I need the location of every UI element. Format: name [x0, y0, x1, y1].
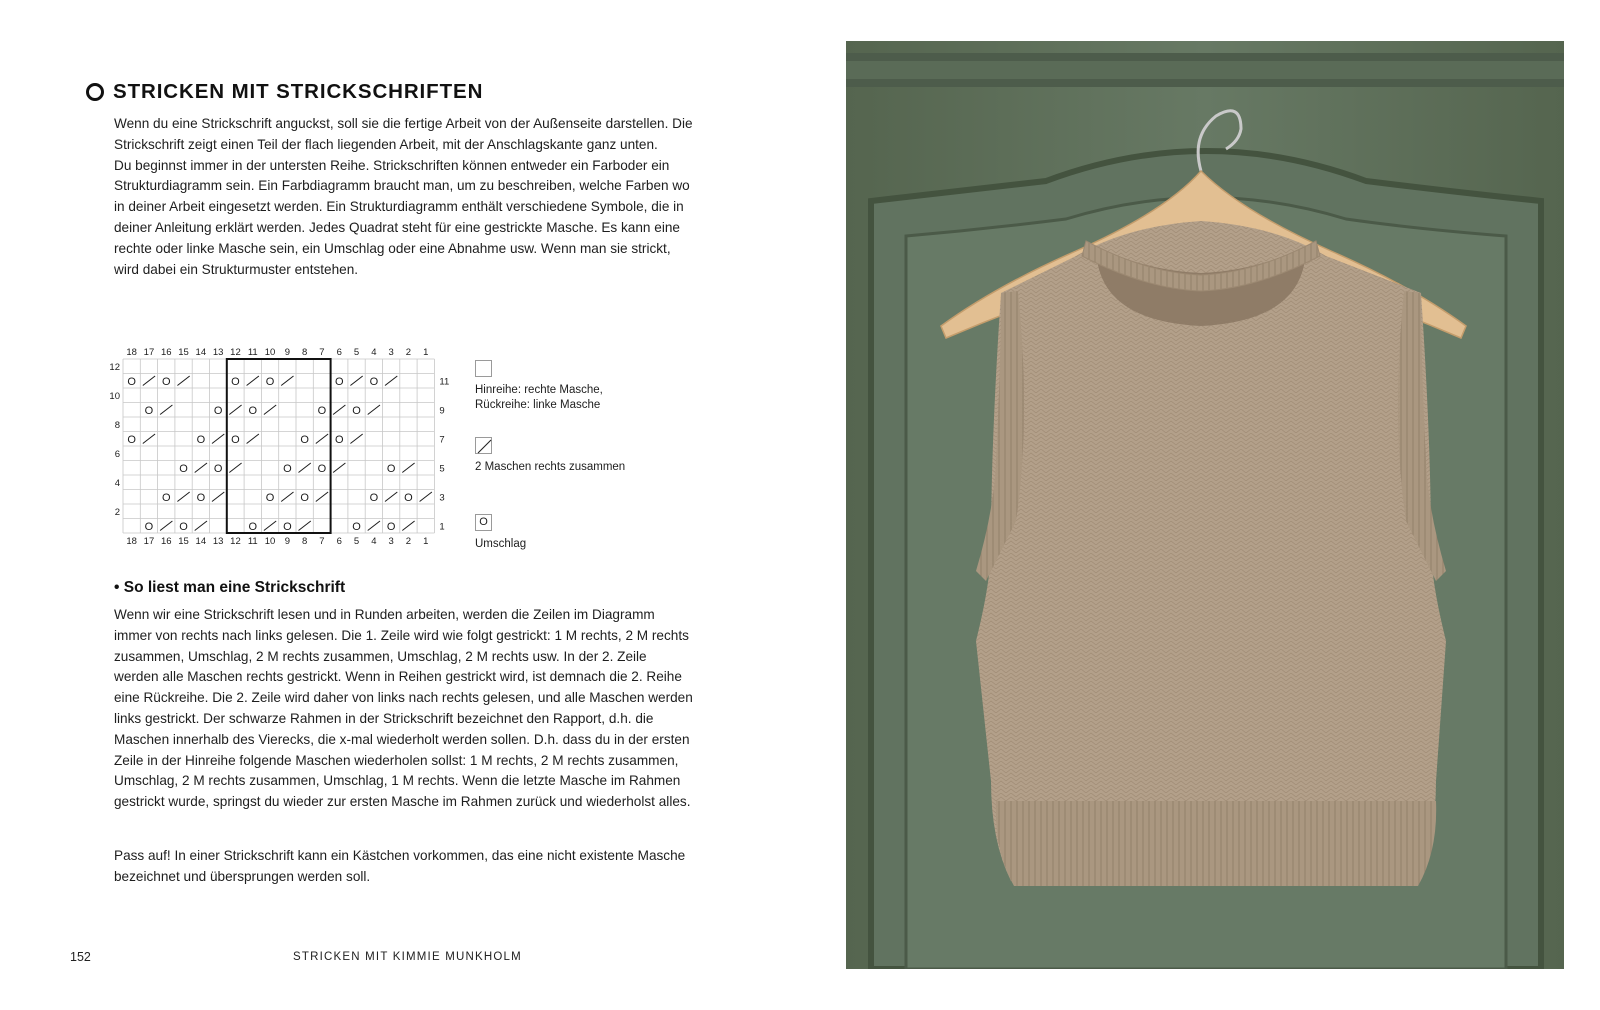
chart-yo-symbol: O	[404, 491, 413, 504]
chart-yo-symbol: O	[386, 462, 396, 475]
chart-column-label: 6	[336, 536, 342, 547]
chart-column-label: 2	[405, 347, 412, 358]
chart-k2tog-symbol	[420, 492, 432, 502]
yarn-over-icon	[475, 514, 492, 531]
subheading: • So liest man eine Strickschrift	[114, 579, 346, 596]
chart-column-label: 17	[143, 347, 155, 358]
section-bullet-icon	[86, 83, 104, 101]
chart-row-label: 10	[109, 391, 120, 402]
chart-column-label: 6	[336, 347, 342, 358]
chart-yo-symbol: O	[352, 404, 361, 417]
chart-row-label: 1	[439, 521, 445, 533]
chart-yo-symbol: O	[144, 404, 154, 417]
chart-column-label: 1	[423, 347, 429, 358]
legend-yo	[475, 514, 526, 552]
chart-k2tog-symbol	[247, 434, 259, 444]
knitting-chart	[100, 340, 450, 555]
chart-yo-symbol: O	[300, 433, 309, 446]
chart-column-label: 15	[178, 536, 189, 547]
chart-row-label: 12	[109, 362, 120, 373]
chart-k2tog-symbol	[350, 434, 362, 444]
chart-column-label: 8	[302, 347, 308, 358]
chart-k2tog-symbol	[281, 376, 293, 386]
chart-k2tog-symbol	[299, 463, 311, 473]
chart-k2tog-symbol	[333, 463, 345, 473]
yarn-over-symbol: O	[479, 516, 488, 528]
chart-k2tog-symbol	[160, 521, 172, 531]
intro-paragraph-2: Du beginnst immer in der untersten Reihe. Strickschriften können entweder ein Farboder ein Strukturdiagramm sein. Ein Farbdiagramm braucht man, um zu beschreiben, welche Farben wo in deiner Arbeit eingesetzt werden. Ein Strukturdiagramm enthält verschiedene Symbole, die in deiner Anleitung erklärt werden. Jedes Quadrat steht für eine gestrickte Masche. Es kann eine rechte oder linke Masche sein, ein Umschlag oder eine Abnahme usw. Wenn man sie strickt, wird dabei ein Strukturmuster entstehen.	[114, 157, 690, 277]
intro-paragraph-1: Wenn du eine Strickschrift anguckst, soll sie die fertige Arbeit von der Außenseite darstellen. Die Strickschrift zeigt einen Teil der flach liegenden Arbeit, mit der Anschlagskante ganz unten.	[114, 116, 693, 152]
chart-yo-symbol: O	[179, 462, 188, 475]
chart-yo-symbol: O	[144, 520, 154, 533]
chart-yo-symbol: O	[213, 462, 223, 475]
chart-column-label: 10	[264, 347, 276, 358]
chart-column-label: 14	[195, 347, 207, 358]
chart-k2tog-symbol	[281, 492, 293, 502]
chart-k2tog-symbol	[316, 492, 328, 502]
chart-yo-symbol: O	[265, 375, 275, 388]
chart-k2tog-symbol	[385, 492, 397, 502]
chart-k2tog-symbol	[402, 521, 414, 531]
chart-yo-symbol: O	[161, 375, 171, 388]
chart-column-label: 7	[319, 536, 325, 547]
chart-column-label: 13	[212, 347, 224, 358]
chart-yo-symbol: O	[179, 520, 188, 533]
chart-column-label: 1	[423, 536, 429, 547]
chart-yo-symbol: O	[283, 520, 292, 533]
chart-yo-symbol: O	[369, 375, 379, 388]
chart-k2tog-symbol	[264, 521, 276, 531]
chart-column-label: 12	[230, 536, 241, 547]
chart-column-label: 9	[284, 347, 290, 358]
sweater-hem-rib	[996, 801, 1436, 886]
chart-column-label: 5	[353, 347, 360, 358]
chart-k2tog-symbol	[368, 521, 380, 531]
warning-paragraph: Pass auf! In einer Strickschrift kann ein Kästchen vorkommen, das eine nicht existente Masche bezeichnet und übersprungen werden soll.	[114, 848, 686, 884]
chart-row-label: 9	[439, 405, 445, 417]
chart-k2tog-symbol	[143, 434, 155, 444]
reading-paragraph: Wenn wir eine Strickschrift lesen und in Runden arbeiten, werden die Zeilen im Diagramm immer von rechts nach links gelesen. Die 1. Zeile wird wie folgt gestrickt: 1 M rechts, 2 M rechts zusammen, Umschlag, 2 M rechts zusammen, Umschlag, 2 M rechts usw. In der 2. Zeile werden alle Maschen rechts gestrickt. Wenn in Reihen gestrickt wird, ist demnach die 2. Reihe eine Rückreihe. Die 2. Zeile wird daher von links nach rechts gelesen, und alle Maschen werden links gestrickt. Der schwarze Rahmen in der Strickschrift bezeichnet den Rapport, d.h. die Maschen innerhalb des Vierecks, die x-mal wiederholt werden sollen. D.h. dass du in der ersten Zeile in der Hinreihe folgende Maschen wiederholen sollst: 1 M rechts, 2 M rechts zusammen, Umschlag, 2 M rechts zusammen, Umschlag, 1 M rechts. Wenn die letzte Masche im Rahmen gestrickt wurde, springst du wieder zur ersten Masche im Rahmen zurück und wiederholst alles.	[114, 607, 693, 810]
chart-column-label: 11	[247, 347, 258, 358]
chart-k2tog-symbol	[212, 492, 224, 502]
intro-text	[114, 114, 694, 280]
chart-column-label: 18	[126, 347, 137, 358]
chart-k2tog-symbol	[229, 405, 241, 415]
chart-yo-symbol: O	[231, 433, 240, 446]
chart-column-label: 3	[388, 347, 394, 358]
chart-column-label: 2	[405, 536, 412, 547]
chart-yo-symbol: O	[334, 433, 344, 446]
chart-k2tog-symbol	[264, 405, 276, 415]
chart-yo-symbol: O	[196, 433, 206, 446]
legend-k2tog	[475, 437, 625, 475]
chart-column-label: 14	[195, 536, 207, 547]
door-dentil-trim	[846, 61, 1564, 79]
legend-k2tog-label: 2 Maschen rechts zusammen	[475, 461, 626, 473]
legend-yo-label: Umschlag	[475, 538, 527, 550]
chart-column-label: 17	[143, 536, 155, 547]
chart-k2tog-symbol	[368, 405, 380, 415]
chart-row-label: 8	[114, 420, 120, 431]
chart-column-label: 9	[284, 536, 290, 547]
chart-column-label: 12	[230, 347, 241, 358]
legend-knit-line-2: Rückreihe: linke Masche	[475, 399, 601, 411]
legend-knit-line-1: Hinreihe: rechte Masche,	[475, 384, 603, 396]
chart-k2tog-symbol	[195, 463, 207, 473]
chart-yo-symbol: O	[300, 491, 309, 504]
chart-column-label: 13	[212, 536, 224, 547]
chart-yo-symbol: O	[386, 520, 396, 533]
chart-row-label: 3	[439, 492, 445, 504]
chart-yo-symbol: O	[127, 433, 136, 446]
chart-k2tog-symbol	[177, 492, 189, 502]
chart-yo-symbol: O	[352, 520, 361, 533]
chart-column-label: 18	[126, 536, 137, 547]
chart-yo-symbol: O	[283, 462, 292, 475]
chart-column-label: 7	[319, 347, 325, 358]
running-title: STRICKEN MIT KIMMIE MUNKHOLM	[293, 951, 522, 963]
chart-yo-symbol: O	[127, 375, 136, 388]
chart-yo-symbol: O	[265, 491, 275, 504]
chart-yo-symbol: O	[334, 375, 344, 388]
chart-k2tog-symbol	[212, 434, 224, 444]
chart-yo-symbol: O	[161, 491, 171, 504]
chart-column-label: 3	[388, 536, 394, 547]
chart-column-label: 11	[247, 536, 258, 547]
chart-yo-symbol: O	[317, 462, 327, 475]
chart-k2tog-symbol	[143, 376, 155, 386]
chart-row-label: 2	[114, 507, 120, 518]
chart-yo-symbol: O	[248, 404, 258, 417]
chart-column-label: 4	[371, 347, 377, 358]
chart-column-label: 4	[371, 536, 377, 547]
chart-column-label: 10	[264, 536, 276, 547]
chart-k2tog-symbol	[229, 463, 241, 473]
chart-column-label: 8	[302, 536, 308, 547]
chart-k2tog-symbol	[299, 521, 311, 531]
chart-yo-symbol: O	[317, 404, 327, 417]
chart-k2tog-symbol	[350, 376, 362, 386]
chart-k2tog-symbol	[195, 521, 207, 531]
chart-column-label: 16	[160, 347, 172, 358]
section-heading	[86, 80, 483, 104]
chart-row-label: 11	[439, 376, 450, 388]
chart-yo-symbol: O	[231, 375, 240, 388]
chart-yo-symbol: O	[196, 491, 206, 504]
chart-yo-symbol: O	[369, 491, 379, 504]
chart-row-label: 4	[114, 478, 120, 489]
chart-yo-symbol: O	[248, 520, 258, 533]
chart-column-label: 15	[178, 347, 189, 358]
chart-k2tog-symbol	[402, 463, 414, 473]
chart-column-label: 5	[353, 536, 360, 547]
chart-k2tog-symbol	[333, 405, 345, 415]
chart-row-label: 7	[439, 434, 445, 446]
chart-k2tog-symbol	[177, 376, 189, 386]
k2tog-stitch-icon	[475, 437, 492, 454]
knit-stitch-icon	[475, 360, 492, 377]
chart-k2tog-symbol	[247, 376, 259, 386]
chart-k2tog-symbol	[385, 376, 397, 386]
page-number: 152	[70, 950, 91, 964]
chart-row-label: 5	[439, 463, 445, 475]
sweater-vest-photo	[846, 41, 1564, 969]
chart-k2tog-symbol	[316, 434, 328, 444]
chart-row-label: 6	[114, 449, 120, 460]
chart-column-label: 16	[160, 536, 172, 547]
chart-yo-symbol: O	[213, 404, 223, 417]
page-title: STRICKEN MIT STRICKSCHRIFTEN	[113, 80, 484, 103]
chart-k2tog-symbol	[160, 405, 172, 415]
legend-knit	[475, 360, 603, 413]
